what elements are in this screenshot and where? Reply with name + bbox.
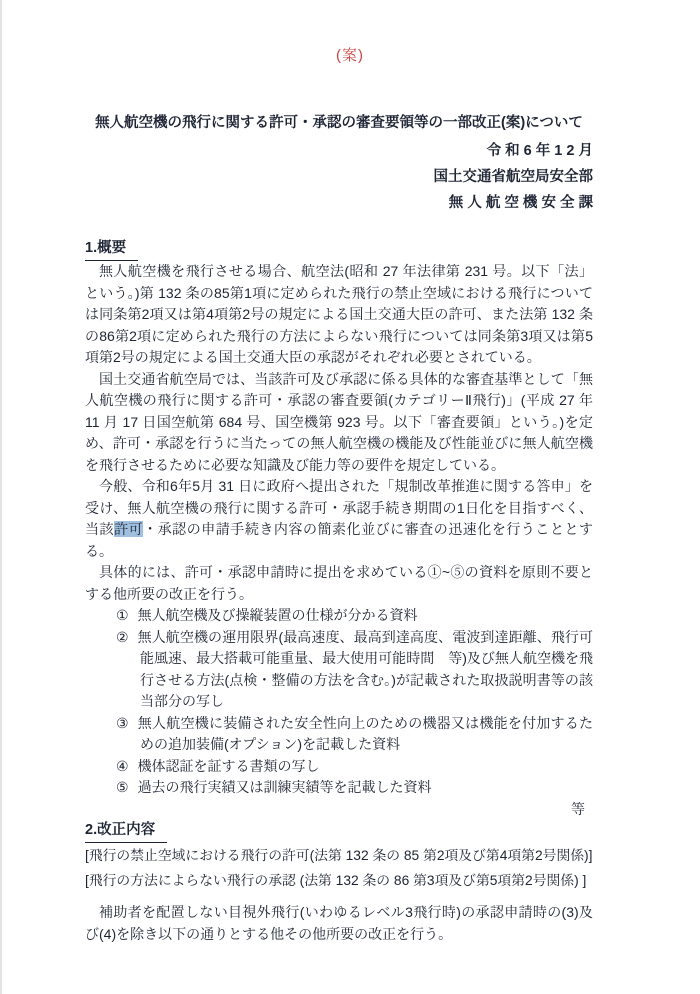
section1-paragraph-3	[85, 476, 593, 562]
list-item-text: 機体認証を証する書類の写し	[137, 757, 320, 774]
issuing-org-division: 無 人 航 空 機 安 全 課	[448, 195, 593, 211]
draft-stamp: (案)	[336, 47, 364, 64]
list-item	[85, 713, 593, 756]
section2-bracket-line-1: [飛行の禁止空域における飛行の許可(法第 132 条の 85 第2項及び第4項第2号関係)]	[85, 848, 593, 863]
document-date: 令 和 6 年 1 2 月	[486, 143, 593, 159]
issuing-org-department: 国土交通省航空局安全部	[433, 169, 593, 185]
paragraph3-text-before: 今般、令和6年5月 31 日に政府へ提出された「規制改革推進に関する答申」を受け、無人航空機の飛行に関する許可・承認手続き期間の1日化を目指すべく、当該	[85, 478, 593, 537]
required-documents-list	[85, 605, 593, 799]
document-title: 無人航空機の飛行に関する許可・承認の審査要領等の一部改正(案)について	[95, 115, 583, 131]
list-item-text: 過去の飛行実績又は訓練実績等を記載した資料	[137, 779, 432, 795]
section2-bracket-line-2: [飛行の方法によらない飛行の承認 (法第 132 条の 86 第3項及び第5項第2号関係) ]	[85, 873, 587, 888]
section1-paragraph-1: 無人航空機を飛行させる場合、航空法(昭和 27 年法律第 231 号。以下「法」 という。)第 132 条の85第1項に定められた飛行の禁止空域における飛行については同条第2項又は第4項第2号の規定による国土交通大臣の許可、また法第 132 条の86第2項に定められた飛行の方法によらない飛行については同条第3項又は第5項第2号の規定による国土交通大臣の承認がそれぞれ必要とされている。	[85, 263, 593, 365]
list-item	[85, 777, 593, 799]
list-item-text: 無人航空機及び操縦装置の仕様が分かる資料	[137, 607, 418, 623]
section1-paragraph-2: 国土交通省航空局では、当該許可及び承認に係る具体的な審査基準として「無人航空機の飛行に関する許可・承認の審査要領(カテゴリーⅡ飛行)」(平成 27 年 11 月 17 日国空航第 684 号、国空機第 923 号。以下「審査要領」という。)を定め、許可・承認を行うに当たっての無人航空機の機能及び性能並びに無人航空機を飛行させるために必要な知識及び能力等の要件を規定している。	[85, 370, 593, 473]
section2-paragraph-1: 補助者を配置しない目視外飛行(いわゆるレベル3飛行時)の承認申請時の(3)及び(4)を除き以下の通りとする他その他所要の改正を行う。	[85, 904, 594, 942]
list-item-number: ③	[116, 714, 129, 731]
etc-label: 等	[571, 800, 585, 817]
highlighted-term: 許可	[114, 521, 144, 537]
page-edge-shadow	[0, 0, 2, 994]
list-item-text: 無人航空機の運用限界(最高速度、最高到達高度、電波到達距離、飛行可能風速、最大搭載可能重量、最大使用可能時間 等)及び無人航空機を飛行させる方法(点検・整備の方法を含む。)が記載された取扱説明書等の該当部分の写し	[137, 628, 593, 709]
paragraph3-text-after: ・承認の申請手続き内容の簡素化並びに審査の迅速化を行うこととする。	[85, 521, 594, 559]
list-item	[85, 605, 593, 627]
list-item	[85, 756, 593, 778]
document-byline	[85, 138, 593, 216]
section1-paragraph-4: 具体的には、許可・承認申請時に提出を求めている①~⑤の資料を原則不要とする他所要の改正を行う。	[85, 564, 593, 602]
list-item-number: ①	[116, 607, 129, 623]
list-item-number: ②	[116, 628, 129, 645]
list-item-number: ④	[116, 757, 129, 774]
section2-heading: 2.改正内容	[85, 820, 593, 843]
list-item	[85, 627, 593, 713]
document-content	[85, 112, 593, 945]
list-item-text: 無人航空機に装備された安全性向上のための機器又は機能を付加するための追加装備(オプション)を記載した資料	[137, 714, 593, 752]
section1-heading: 1.概要	[85, 238, 593, 261]
list-item-number: ⑤	[116, 779, 129, 795]
